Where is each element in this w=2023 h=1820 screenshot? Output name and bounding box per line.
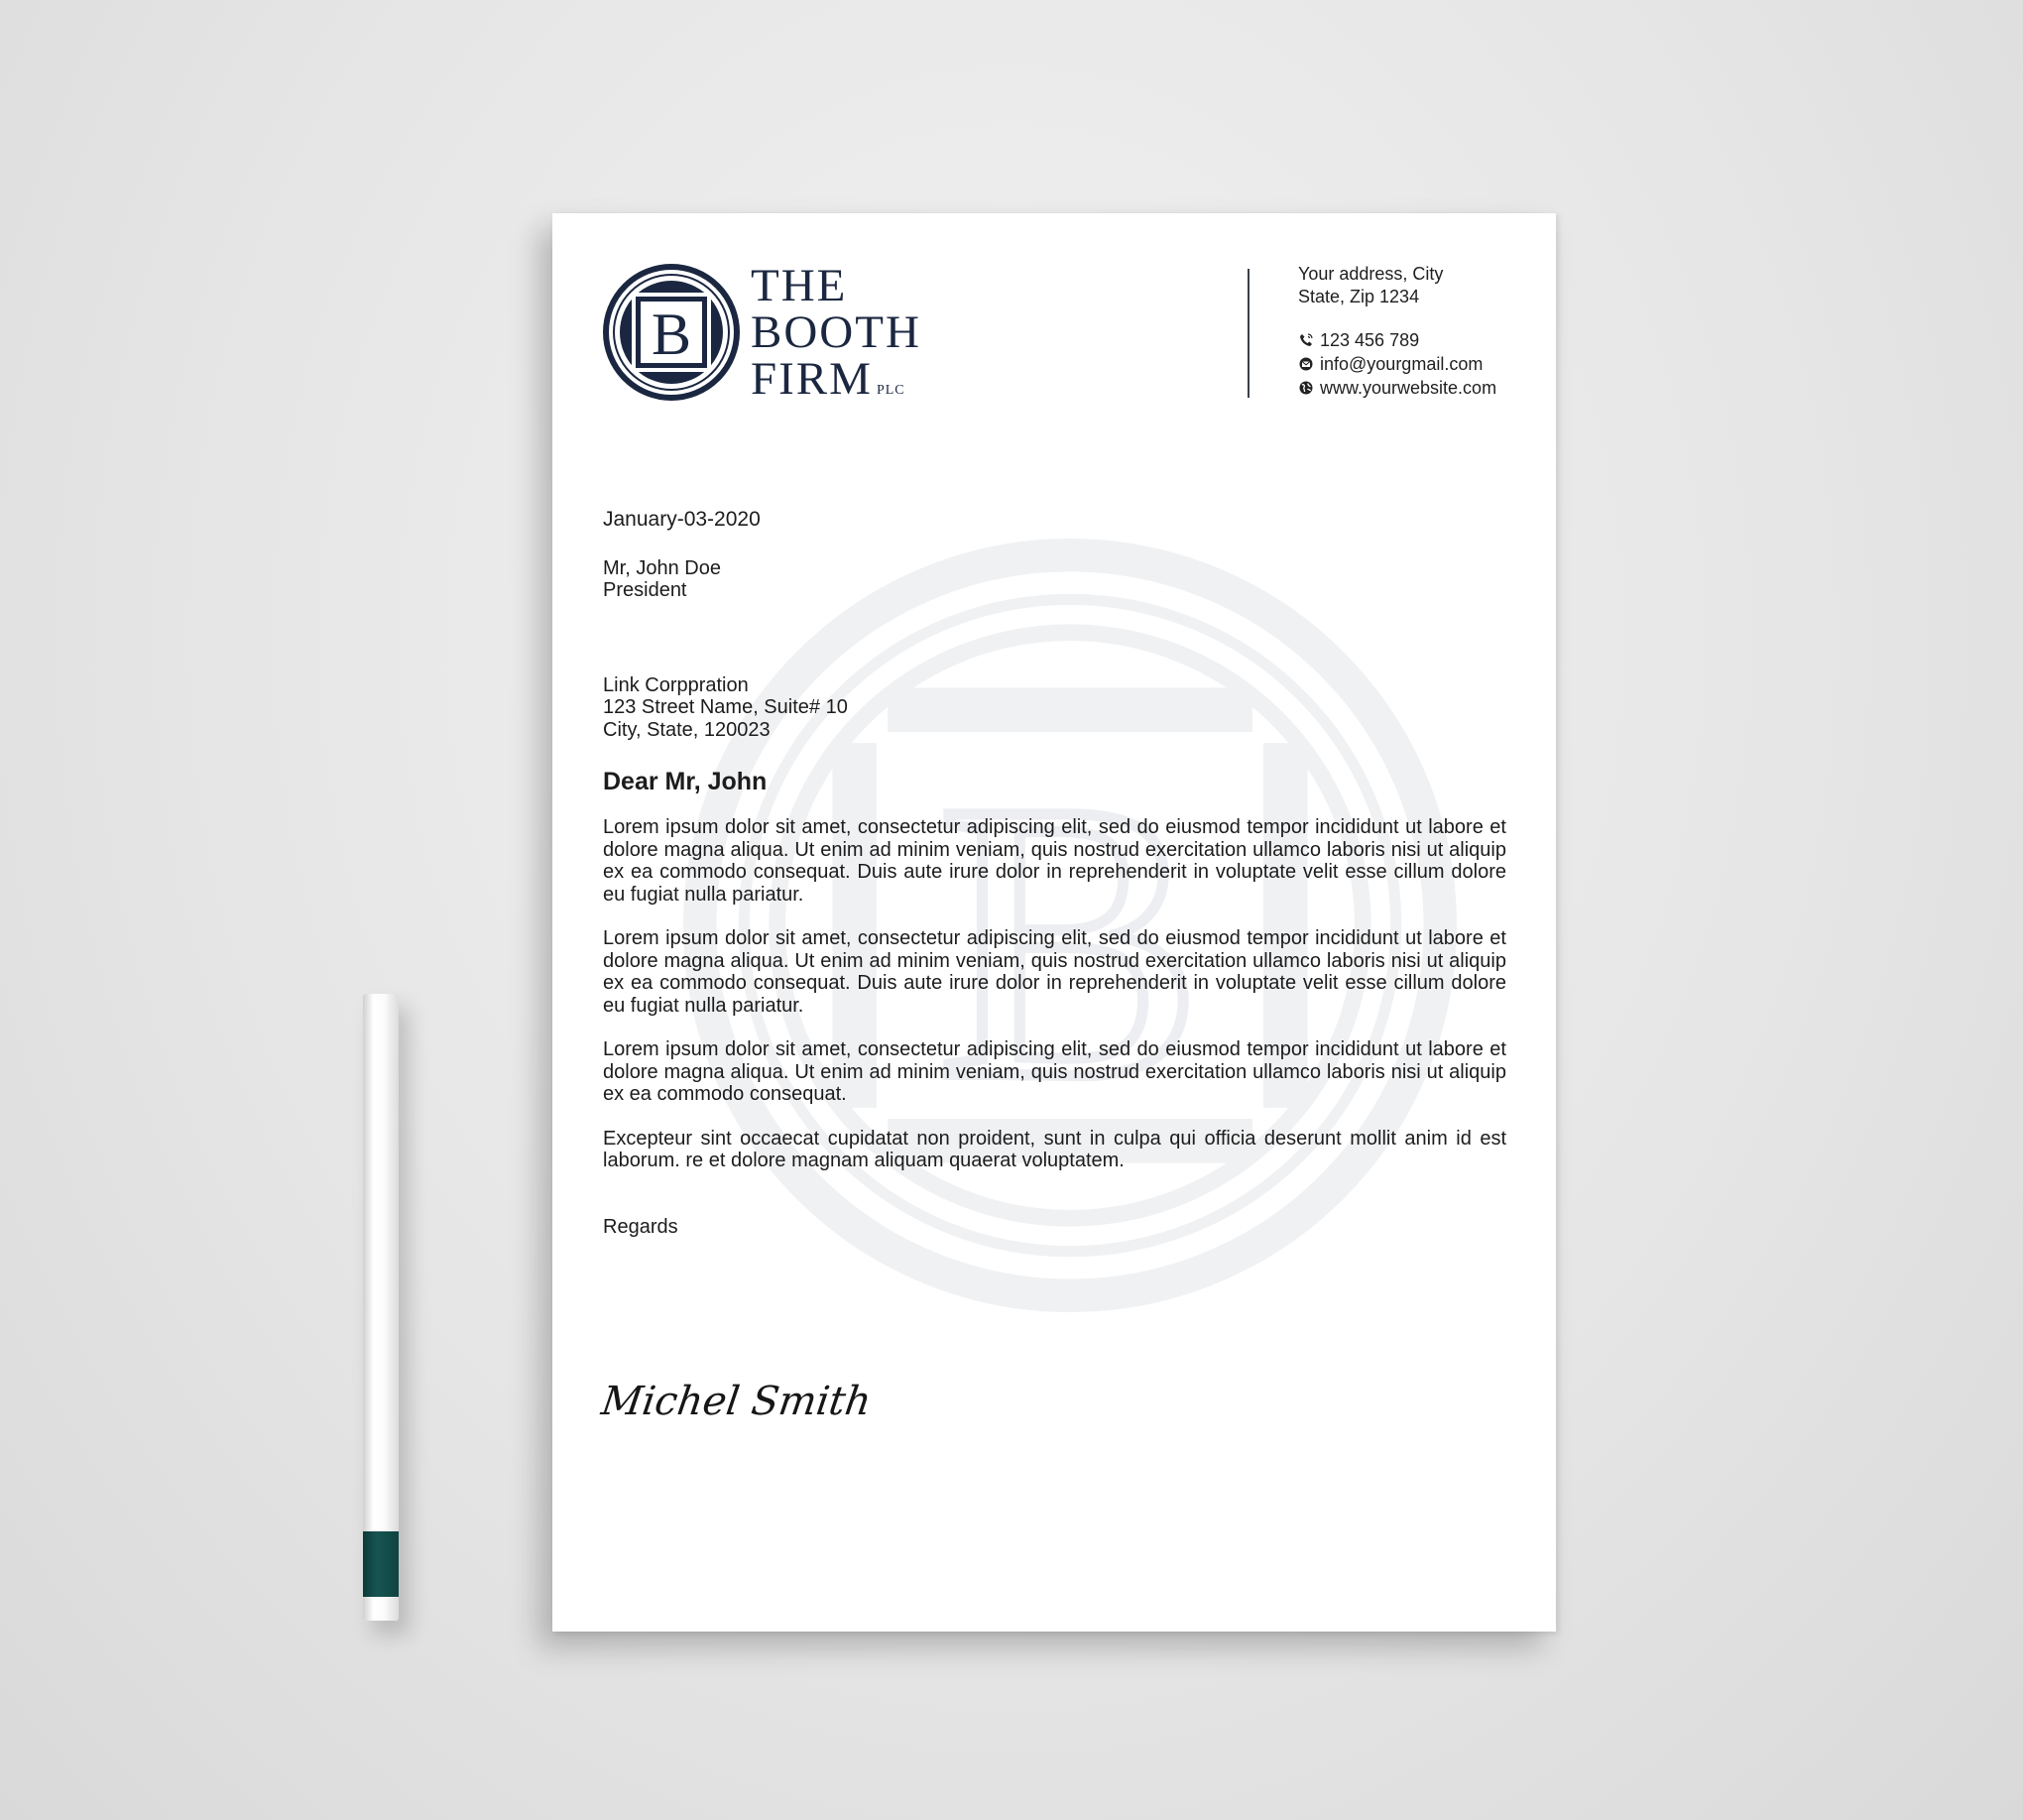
firm-suffix: PLC xyxy=(876,383,905,398)
signature: Michel Smith xyxy=(598,1379,875,1424)
company-street: 123 Street Name, Suite# 10 xyxy=(603,696,848,718)
svg-text:B: B xyxy=(937,720,1203,1161)
company-city: City, State, 120023 xyxy=(603,718,771,741)
contact-email xyxy=(1298,352,1496,376)
salutation: Dear Mr, John xyxy=(603,768,768,795)
globe-icon xyxy=(1298,380,1314,396)
address-line-1: Your address, City xyxy=(1298,264,1444,284)
recipient-title: President xyxy=(603,579,687,601)
company-name: Link Corppration xyxy=(603,673,749,696)
letter-body xyxy=(603,509,1506,1238)
website-link[interactable]: www.yourwebsite.com xyxy=(1320,378,1497,398)
closing: Regards xyxy=(603,1215,678,1238)
firm-logo-seal xyxy=(602,263,741,402)
firm-name-line-1: THE xyxy=(751,260,848,311)
svg-text:B: B xyxy=(651,302,692,367)
letterhead-page xyxy=(552,213,1556,1632)
recipient-name: Mr, John Doe xyxy=(603,556,721,579)
header-divider xyxy=(1248,269,1250,398)
phone-text: 123 456 789 xyxy=(1320,330,1420,350)
pen-band xyxy=(363,1531,399,1597)
recipient-block xyxy=(603,557,1506,602)
body-paragraph-2: Lorem ipsum dolor sit amet, consectetur adipiscing elit, sed do eiusmod tempor incididunt ut labore et dolore magna aliqua. Ut enim ad minim veniam, quis nostrud exercitation ullamco laboris nisi ut aliquip ex ea commodo consequat. Duis aute irure dolor in reprehenderit in voluptate velit esse cillum dolore eu fugiat nulla pariatur. xyxy=(603,927,1506,1017)
address-line-2: State, Zip 1234 xyxy=(1298,287,1420,306)
marker-pen xyxy=(363,994,399,1621)
contact-block xyxy=(1298,263,1496,400)
contact-website xyxy=(1298,376,1496,400)
company-address xyxy=(603,674,1506,742)
body-paragraph-3: Lorem ipsum dolor sit amet, consectetur adipiscing elit, sed do eiusmod tempor incididunt ut labore et dolore magna aliqua. Ut enim ad minim veniam, quis nostrud exercitation ullamco laboris nisi ut aliquip ex ea commodo consequat. xyxy=(603,1038,1506,1105)
firm-name-line-2: BOOTH xyxy=(751,306,921,358)
mail-icon xyxy=(1298,356,1314,372)
letter-date: January-03-2020 xyxy=(603,508,761,531)
body-paragraph-1: Lorem ipsum dolor sit amet, consectetur adipiscing elit, sed do eiusmod tempor incididunt ut labore et dolore magna aliqua. Ut enim ad minim veniam, quis nostrud exercitation ullamco laboris nisi ut aliquip ex ea commodo consequat. Duis aute irure dolor in reprehenderit in voluptate velit esse cillum dolore eu fugiat nulla pariatur. xyxy=(603,816,1506,906)
contact-phone xyxy=(1298,328,1496,352)
email-link[interactable]: info@yourgmail.com xyxy=(1320,354,1484,374)
firm-name xyxy=(751,260,921,414)
body-paragraph-4: Excepteur sint occaecat cupidatat non proident, sunt in culpa qui officia deserunt mollit anim id est laborum. re et dolore magnam aliquam quaerat voluptatem. xyxy=(603,1127,1506,1171)
firm-name-line-3: FIRM PLC xyxy=(751,353,905,405)
phone-icon xyxy=(1298,332,1314,348)
address xyxy=(1298,263,1496,308)
